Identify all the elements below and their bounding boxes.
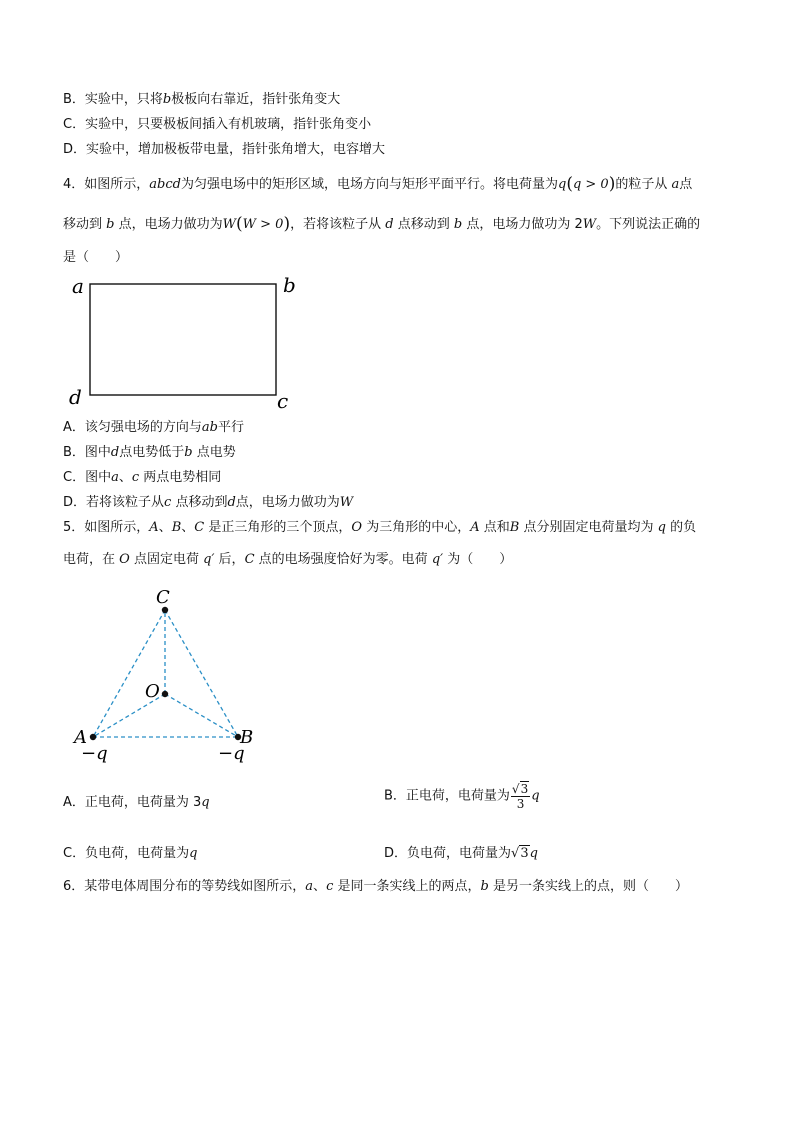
vertex-label-a: a [72, 274, 84, 298]
q4-option-b: B．图中d点电势低于b 点电势 [63, 445, 236, 460]
label-A: A [74, 727, 87, 748]
q4-option-d: D．若将该粒子从c 点移动到d点，电场力做功为W [63, 495, 354, 510]
q5-option-a: A．正电荷，电荷量为 3q [63, 795, 210, 810]
q3-option-d: D．实验中，增加极板带电量，指针张角增大，电容增大 [63, 142, 386, 157]
sqrt-3: √3 [511, 846, 529, 861]
segment-OB [165, 694, 238, 737]
q4-option-a: A．该匀强电场的方向与ab平行 [63, 420, 244, 435]
edge-CA [93, 610, 165, 737]
q4-option-c: C．图中a、c 两点电势相同 [63, 470, 222, 485]
label-C: C [156, 587, 170, 608]
q5-stem-line1: 5．如图所示，A、B、C 是正三角形的三个顶点，O 为三角形的中心，A 点和B 点分别固定电荷量均为 q 的负 [63, 520, 697, 535]
point-A [90, 734, 96, 740]
q4-rectangle-figure [62, 272, 312, 414]
q4-stem-line1: 4．如图所示，abcd为匀强电场中的矩形区域，电场方向与矩形平面平行。将电荷量为q(q > 0)的粒子从 a点 [63, 174, 693, 194]
q5-option-b: B．正电荷，电荷量为 $\frac{√3}{3}$ q [384, 782, 540, 811]
charge-label-B: −q [218, 743, 245, 764]
q5-triangle-figure [72, 586, 272, 766]
point-O [162, 691, 168, 697]
vertex-label-c: c [277, 389, 289, 413]
edge-CB [165, 610, 238, 737]
label-O: O [145, 681, 160, 702]
q3-option-b: B．实验中，只将b极板向右靠近，指针张角变大 [63, 92, 341, 107]
triangle-dashed-lines [93, 610, 238, 737]
charge-label-A: −q [81, 743, 108, 764]
q3-option-c: C．实验中，只要极板间插入有机玻璃，指针张角变小 [63, 117, 372, 132]
rectangle-abcd [90, 284, 276, 395]
q5-option-d: D．负电荷，电荷量为√3q [384, 846, 538, 861]
fraction-sqrt3-over-3: $\frac{√3}{3}$ [511, 782, 529, 811]
vertex-label-d: d [69, 385, 82, 409]
q5-stem-line2: 电荷，在 O 点固定电荷 q′ 后，C 点的电场强度恰好为零。电荷 q′ 为（ ） [63, 552, 513, 567]
q4-stem-line2: 移动到 b 点，电场力做功为W(W > 0)，若将该粒子从 d 点移动到 b 点，电场力做功为 2W。下列说法正确的 [63, 214, 701, 234]
q6-stem-line1: 6．某带电体周围分布的等势线如图所示，a、c 是同一条实线上的两点，b 是另一条实线上的点，则（ ） [63, 879, 688, 894]
q5-option-c: C．负电荷，电荷量为q [63, 846, 198, 861]
label-B: B [240, 727, 254, 748]
vertex-label-b: b [283, 273, 296, 297]
q4-stem-line3: 是（ ） [63, 250, 129, 265]
